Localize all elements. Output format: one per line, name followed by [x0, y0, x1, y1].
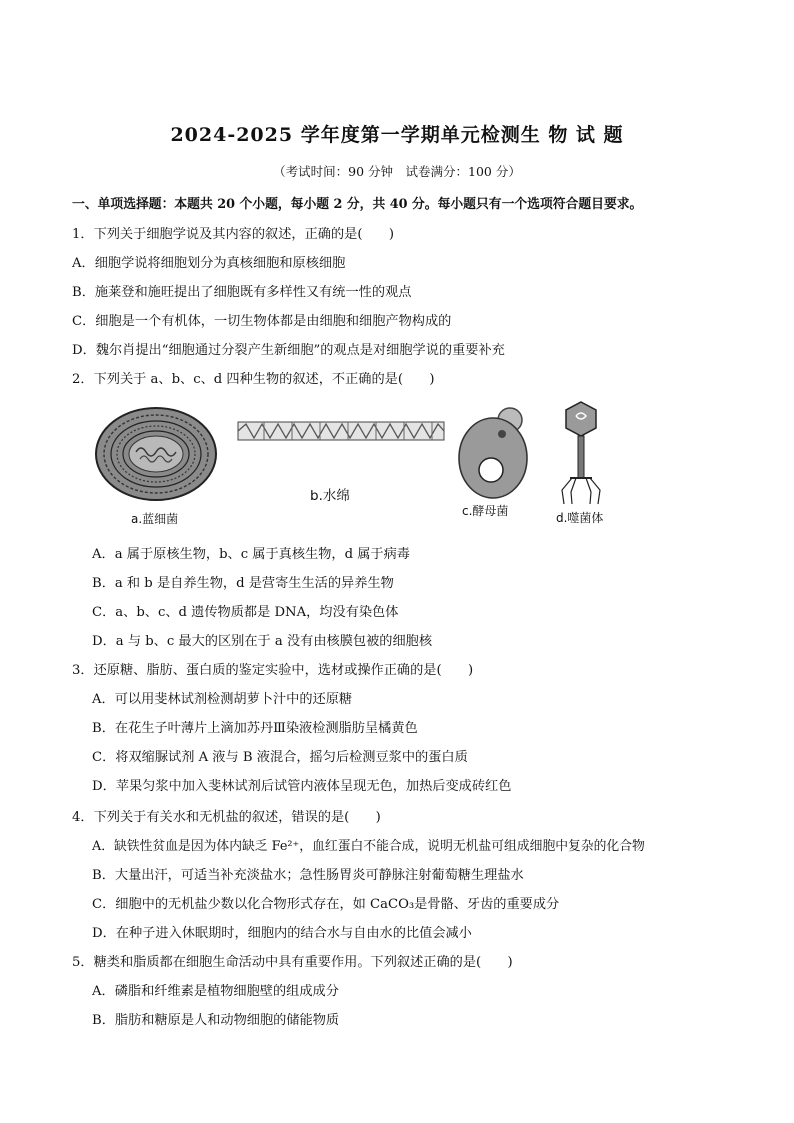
q1-option-d: D．魏尔肖提出“细胞通过分裂产生新细胞”的观点是对细胞学说的重要补充: [72, 343, 505, 358]
question-4-stem: 4．下列关于有关水和无机盐的叙述，错误的是( ): [72, 810, 381, 825]
organism-figure: [90, 398, 630, 533]
question-5-stem: 5．糖类和脂质都在细胞生命活动中具有重要作用。下列叙述正确的是( ): [72, 955, 513, 970]
cyanobacterium-drawing: [96, 408, 216, 500]
q5-option-b: B．脂肪和糖原是人和动物细胞的储能物质: [92, 1013, 340, 1028]
q4-option-b: B．大量出汗，可适当补充淡盐水；急性肠胃炎可静脉注射葡萄糖生理盐水: [92, 868, 524, 883]
caption-b: b.水绵: [310, 488, 350, 504]
q3-option-d: D．苹果匀浆中加入斐林试剂后试管内液体呈现无色，加热后变成砖红色: [92, 779, 512, 794]
q2-option-c: C．a、b、c、d 遗传物质都是 DNA，均没有染色体: [92, 605, 399, 620]
q2-option-a: A．a 属于原核生物，b、c 属于真核生物，d 属于病毒: [92, 547, 410, 562]
page-title: 2024-2025 学年度第一学期单元检测生 物 试 题: [170, 124, 624, 146]
q1-option-a: A．细胞学说将细胞划分为真核细胞和原核细胞: [72, 256, 346, 271]
spirogyra-drawing: [238, 422, 444, 440]
q5-option-a: A．磷脂和纤维素是植物细胞壁的组成成分: [92, 984, 339, 999]
q3-option-b: B．在花生子叶薄片上滴加苏丹Ⅲ染液检测脂肪呈橘黄色: [92, 721, 418, 736]
q1-option-c: C．细胞是一个有机体，一切生物体都是由细胞和细胞产物构成的: [72, 314, 452, 329]
q4-option-d: D．在种子进入休眠期时，细胞内的结合水与自由水的比值会减小: [92, 926, 472, 941]
q4-option-c: C．细胞中的无机盐少数以化合物形式存在，如 CaCO₃是骨骼、牙齿的重要成分: [92, 897, 560, 912]
caption-d: d.噬菌体: [556, 511, 604, 525]
exam-info: （考试时间：90 分钟 试卷满分：100 分）: [273, 164, 521, 179]
yeast-drawing: [459, 408, 527, 498]
question-3-stem: 3．还原糖、脂肪、蛋白质的鉴定实验中，选材或操作正确的是( ): [72, 663, 474, 678]
q3-option-a: A．可以用斐林试剂检测胡萝卜汁中的还原糖: [92, 692, 353, 707]
question-2-stem: 2．下列关于 a、b、c、d 四种生物的叙述，不正确的是( ): [72, 372, 435, 387]
q4-option-a: A．缺铁性贫血是因为体内缺乏 Fe²⁺，血红蛋白不能合成，说明无机盐可组成细胞中复杂的化合物: [92, 839, 645, 854]
q2-option-d: D．a 与 b、c 最大的区别在于 a 没有由核膜包被的细胞核: [92, 634, 433, 649]
bacteriophage-drawing: [562, 402, 600, 504]
question-1-stem: 1．下列关于细胞学说及其内容的叙述，正确的是( ): [72, 227, 394, 242]
q3-option-c: C．将双缩脲试剂 A 液与 B 液混合，摇匀后检测豆浆中的蛋白质: [92, 750, 468, 765]
q1-option-b: B．施莱登和施旺提出了细胞既有多样性又有统一性的观点: [72, 285, 412, 300]
section-heading: 一、单项选择题：本题共 20 个小题，每小题 2 分，共 40 分。每小题只有一个选项符合题目要求。: [72, 197, 643, 212]
caption-c: c.酵母菌: [462, 504, 509, 518]
caption-a: a.蓝细菌: [131, 512, 179, 526]
q2-option-b: B．a 和 b 是自养生物，d 是营寄生生活的异养生物: [92, 576, 394, 591]
